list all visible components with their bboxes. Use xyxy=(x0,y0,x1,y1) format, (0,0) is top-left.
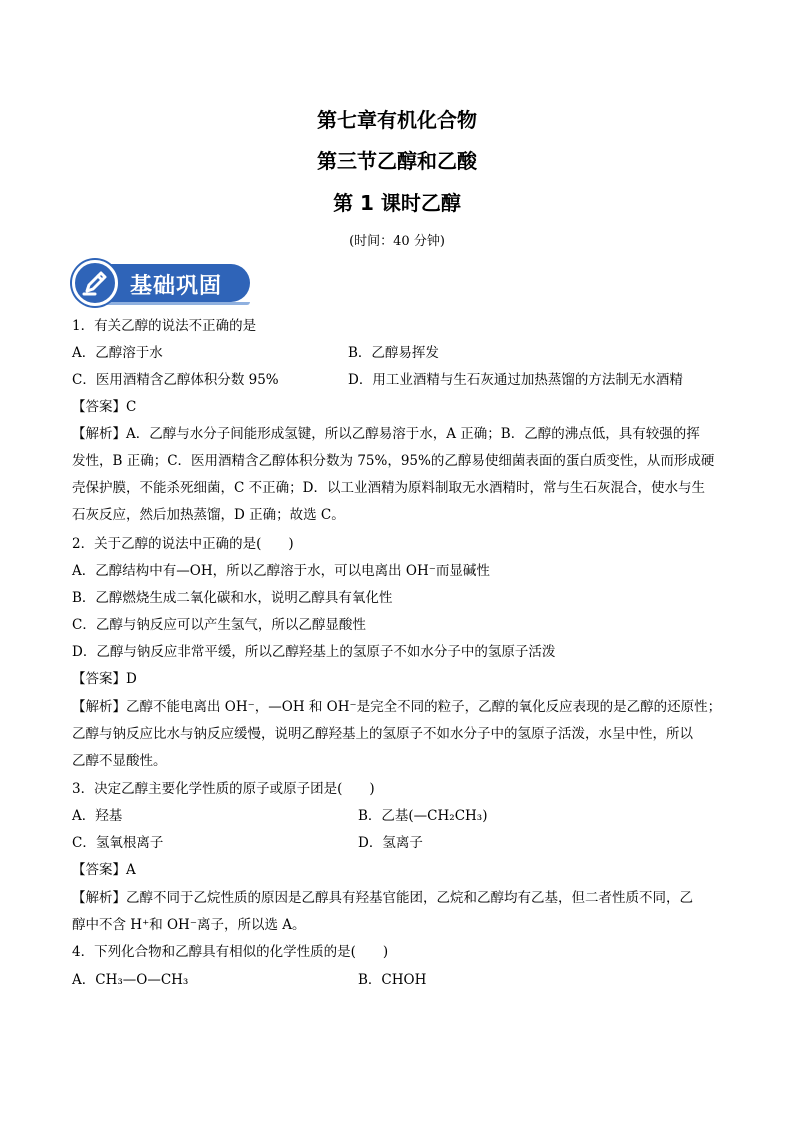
q2-option-d: D．乙醇与钠反应非常平缓，所以乙醇羟基上的氢原子不如水分子中的氢原子活泼 xyxy=(72,644,556,660)
q1-analysis-line: 壳保护膜，不能杀死细菌，C 不正确；D．以工业酒精为原料制取无水酒精时，常与生石灰混合，使水与生 xyxy=(72,480,705,496)
section-banner xyxy=(72,260,250,306)
q1-option-b: B．乙醇易挥发 xyxy=(348,345,439,361)
q2-answer: 【答案】D xyxy=(72,671,137,687)
q3-option-a: A．羟基 xyxy=(72,808,123,824)
q2-option-c: C．乙醇与钠反应可以产生氢气，所以乙醇显酸性 xyxy=(72,617,366,633)
q1-option-a: A．乙醇溶于水 xyxy=(72,345,163,361)
q3-option-d: D．氢离子 xyxy=(358,835,423,851)
q2-option-a: A．乙醇结构中有—OH，所以乙醇溶于水，可以电离出 OH⁻而显碱性 xyxy=(72,563,490,579)
q2-option-b: B．乙醇燃烧生成二氧化碳和水，说明乙醇具有氧化性 xyxy=(72,590,393,606)
q1-answer: 【答案】C xyxy=(72,399,137,415)
chapter-title: 第七章有机化合物 xyxy=(317,108,477,132)
q1-option-c: C．医用酒精含乙醇体积分数 95% xyxy=(72,372,279,388)
q2-analysis-line: 乙醇与钠反应比水与钠反应缓慢，说明乙醇羟基上的氢原子不如水分子中的氢原子活泼，水呈中性，所以 xyxy=(72,726,693,742)
q1-option-d: D．用工业酒精与生石灰通过加热蒸馏的方法制无水酒精 xyxy=(348,372,683,388)
q4-option-a: A．CH₃—O—CH₃ xyxy=(72,972,189,988)
q2-analysis-line: 乙醇不显酸性。 xyxy=(72,753,167,769)
q1-analysis-line: 【解析】A．乙醇与水分子间能形成氢键，所以乙醇易溶于水，A 正确；B．乙醇的沸点低，具有较强的挥 xyxy=(72,426,700,442)
question-2: 2．关于乙醇的说法中正确的是( ) xyxy=(72,536,294,552)
lesson-title: 第 1 课时乙醇 xyxy=(333,191,461,215)
q4-option-b: B．CHOH xyxy=(358,972,427,988)
q3-analysis-line: 醇中不含 H⁺和 OH⁻离子，所以选 A。 xyxy=(72,917,306,933)
q3-answer: 【答案】A xyxy=(72,862,136,878)
q3-option-b: B．乙基(—CH₂CH₃) xyxy=(358,808,488,824)
q3-option-c: C．氢氧根离子 xyxy=(72,835,164,851)
q1-analysis-line: 发性，B 正确；C．医用酒精含乙醇体积分数为 75%，95%的乙醇易使细菌表面的蛋白质变性，从而形成硬 xyxy=(72,453,715,469)
question-4: 4．下列化合物和乙醇具有相似的化学性质的是( ) xyxy=(72,944,389,960)
q1-analysis-line: 石灰反应，然后加热蒸馏，D 正确；故选 C。 xyxy=(72,507,345,523)
time-note: (时间：40 分钟) xyxy=(349,234,445,249)
question-1: 1．有关乙醇的说法不正确的是 xyxy=(72,318,257,334)
q2-analysis-line: 【解析】乙醇不能电离出 OH⁻，—OH 和 OH⁻是完全不同的粒子，乙醇的氧化反应表现的是乙醇的还原性； xyxy=(72,699,722,715)
q3-analysis-line: 【解析】乙醇不同于乙烷性质的原因是乙醇具有羟基官能团，乙烷和乙醇均有乙基，但二者性质不同，乙 xyxy=(72,890,693,906)
question-3: 3．决定乙醇主要化学性质的原子或原子团是( ) xyxy=(72,781,375,797)
banner-label: 基础巩固 xyxy=(130,273,223,299)
section-title: 第三节乙醇和乙酸 xyxy=(317,149,477,173)
pencil-icon xyxy=(72,260,118,306)
